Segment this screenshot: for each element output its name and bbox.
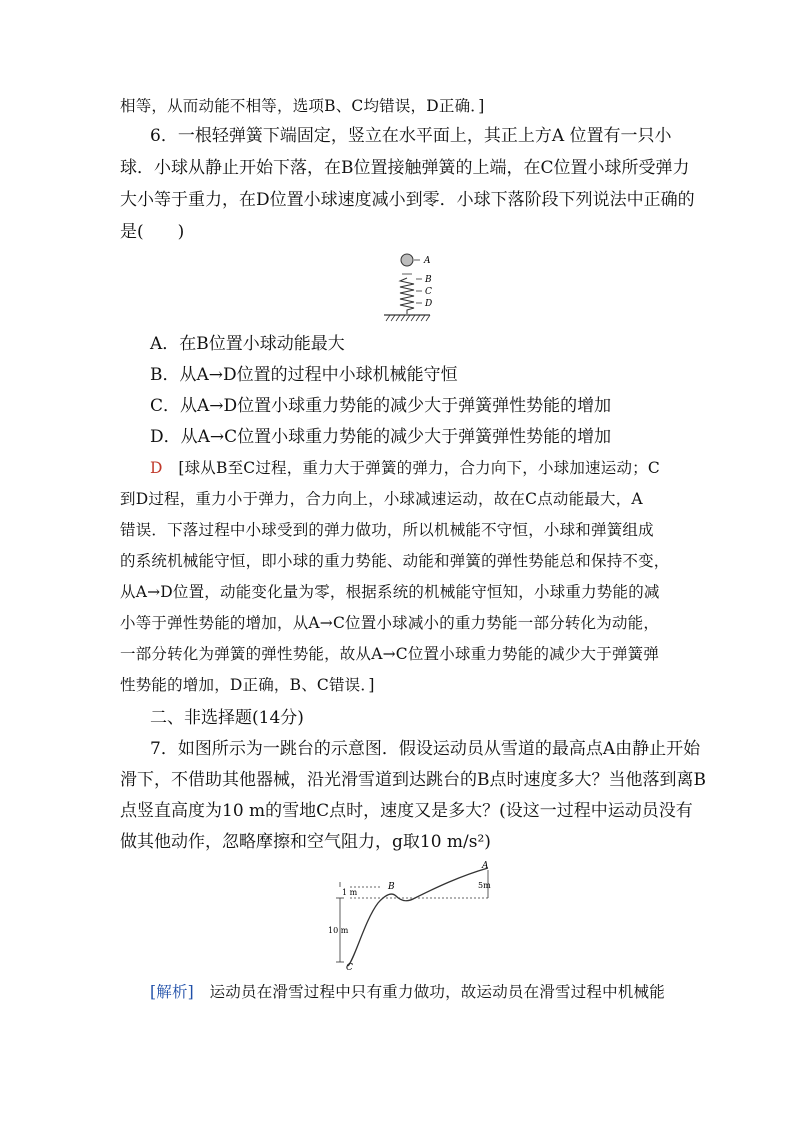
q6-answer-line-6: 小等于弹性势能的增加，从A→C位置小球减小的重力势能一部分转化为动能， — [120, 614, 660, 632]
previous-answer-tail: 相等，从而动能不相等，选项B、C均错误，D正确．] — [120, 97, 485, 115]
q6-answer-line-2: 到D过程，重力小于弹力，合力向上，小球减速运动，故在C点动能最大，A — [120, 490, 643, 508]
answer-key: D — [150, 459, 163, 477]
q6-stem-line-1: 6．一根轻弹簧下端固定，竖立在水平面上，其正上方A 位置有一只小 — [150, 126, 672, 146]
spring-ball-figure — [380, 246, 450, 326]
label-c: C — [425, 287, 432, 297]
q6-answer-line-3: 错误．下落过程中小球受到的弹力做功，所以机械能不守恒，小球和弹簧组成 — [120, 521, 654, 539]
spring — [400, 278, 414, 314]
label-b: B — [388, 882, 395, 892]
q6-stem-line-3: 大小等于重力，在D位置小球速度减小到零．小球下落阶段下列说法中正确的 — [120, 190, 695, 210]
q7-stem-line-1: 7．如图所示为一跳台的示意图．假设运动员从雪道的最高点A由静止开始 — [150, 739, 701, 759]
q7-stem-line-2: 滑下，不借助其他器械，沿光滑雪道到达跳台的B点时速度多大？当他落到离B — [120, 770, 706, 790]
label-c: C — [346, 963, 353, 973]
q6-answer-line-1 — [150, 456, 660, 480]
q6-answer-line-7: 一部分转化为弹簧的弹性势能，故从A→C位置小球重力势能的减少大于弹簧弹 — [120, 645, 660, 663]
q6-option-b: B．从A→D位置的过程中小球机械能守恒 — [150, 365, 458, 385]
answer-text-1: [球从B至C过程，重力大于弹簧的弹力，合力向下，小球加速运动；C — [178, 459, 660, 477]
ball — [401, 254, 413, 266]
q6-answer-line-8: 性势能的增加，D正确，B、C错误．] — [120, 676, 375, 694]
q6-option-d: D．从A→C位置小球重力势能的减少大于弹簧弹性势能的增加 — [150, 427, 612, 447]
ski-slope-curve — [348, 868, 488, 966]
label-a: A — [424, 256, 431, 266]
q7-analysis-line-1 — [150, 980, 665, 1004]
label-a: A — [482, 861, 489, 871]
q6-stem-line-2: 球．小球从静止开始下落，在B位置接触弹簧的上端，在C位置小球所受弹力 — [120, 158, 690, 178]
label-b: B — [425, 275, 432, 285]
q6-answer-line-4: 的系统机械能守恒，即小球的重力势能、动能和弹簧的弹性势能总和保持不变， — [120, 552, 670, 570]
analysis-text: 运动员在滑雪过程中只有重力做功，故运动员在滑雪过程中机械能 — [209, 983, 665, 1001]
q7-stem-line-4: 做其他动作，忽略摩擦和空气阻力，g取10 m/s²) — [120, 832, 491, 852]
q6-option-a: A．在B位置小球动能最大 — [150, 334, 345, 354]
height-10m-label: 10 m — [328, 926, 349, 935]
q6-stem-line-4: 是( ) — [120, 222, 185, 242]
height-5m-label: 5m — [478, 881, 491, 890]
label-d: D — [425, 299, 433, 309]
q6-option-c: C．从A→D位置小球重力势能的减少大于弹簧弹性势能的增加 — [150, 396, 612, 416]
ski-jump-figure — [320, 858, 500, 973]
section-2-title: 二、非选择题(14分) — [150, 708, 304, 728]
q6-answer-line-5: 从A→D位置，动能变化量为零，根据系统的机械能守恒知，小球重力势能的减 — [120, 583, 660, 601]
analysis-tag: [解析] — [150, 983, 194, 1001]
q7-stem-line-3: 点竖直高度为10 m的雪地C点时，速度又是多大？(设这一过程中运动员没有 — [120, 801, 693, 821]
height-1m-label: 1 m — [342, 888, 358, 897]
